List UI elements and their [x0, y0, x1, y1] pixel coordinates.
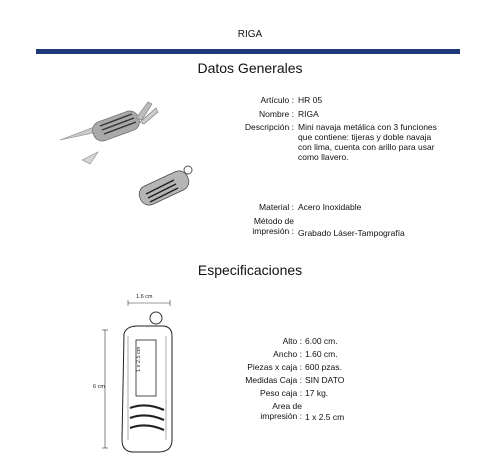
height-dimension-label: 6 cm — [93, 384, 105, 390]
box-size-value: SIN DATO — [305, 375, 345, 385]
width-dimension-label: 1.6 cm — [136, 294, 153, 300]
key-ring-icon — [150, 312, 162, 324]
specs-section-heading: Especificaciones — [197, 262, 303, 278]
article-label: Artículo : — [260, 95, 294, 105]
header-divider-bar — [36, 49, 460, 54]
knife-dimension-diagram — [88, 290, 198, 465]
print-method-value: Grabado Láser-Tampografía — [298, 228, 405, 238]
article-value: HR 05 — [298, 95, 323, 105]
material-value: Acero Inoxidable — [298, 202, 362, 212]
name-value: RIGA — [298, 109, 319, 119]
width-value: 1.60 cm. — [305, 349, 338, 359]
print-area-label: Area de impresión : — [260, 401, 302, 421]
print-area-value: 1 x 2.5 cm — [305, 412, 345, 422]
width-label: Ancho : — [273, 349, 302, 359]
height-label: Alto : — [282, 336, 302, 346]
print-method-label: Método de impresión : — [252, 216, 294, 236]
description-label: Descripción : — [244, 122, 294, 132]
pieces-per-box-label: Piezas x caja : — [247, 362, 302, 372]
material-label: Material : — [259, 202, 294, 212]
general-section-heading: Datos Generales — [197, 60, 303, 76]
pieces-per-box-value: 600 pzas. — [305, 362, 342, 372]
print-area-dimension-label: 1 x 2.5 cm — [136, 346, 142, 372]
box-weight-value: 17 kg. — [305, 388, 329, 398]
name-label: Nombre : — [259, 109, 294, 119]
description-value: Mini navaja metálica con 3 funciones que contiene: tijeras y doble navaja con lima, cuenta con arillo para usar como llavero. — [298, 122, 437, 162]
document-title: RIGA — [237, 29, 263, 40]
box-weight-label: Peso caja : — [259, 388, 302, 398]
box-size-label: Medidas Caja : — [245, 375, 302, 385]
height-value: 6.00 cm. — [305, 336, 338, 346]
